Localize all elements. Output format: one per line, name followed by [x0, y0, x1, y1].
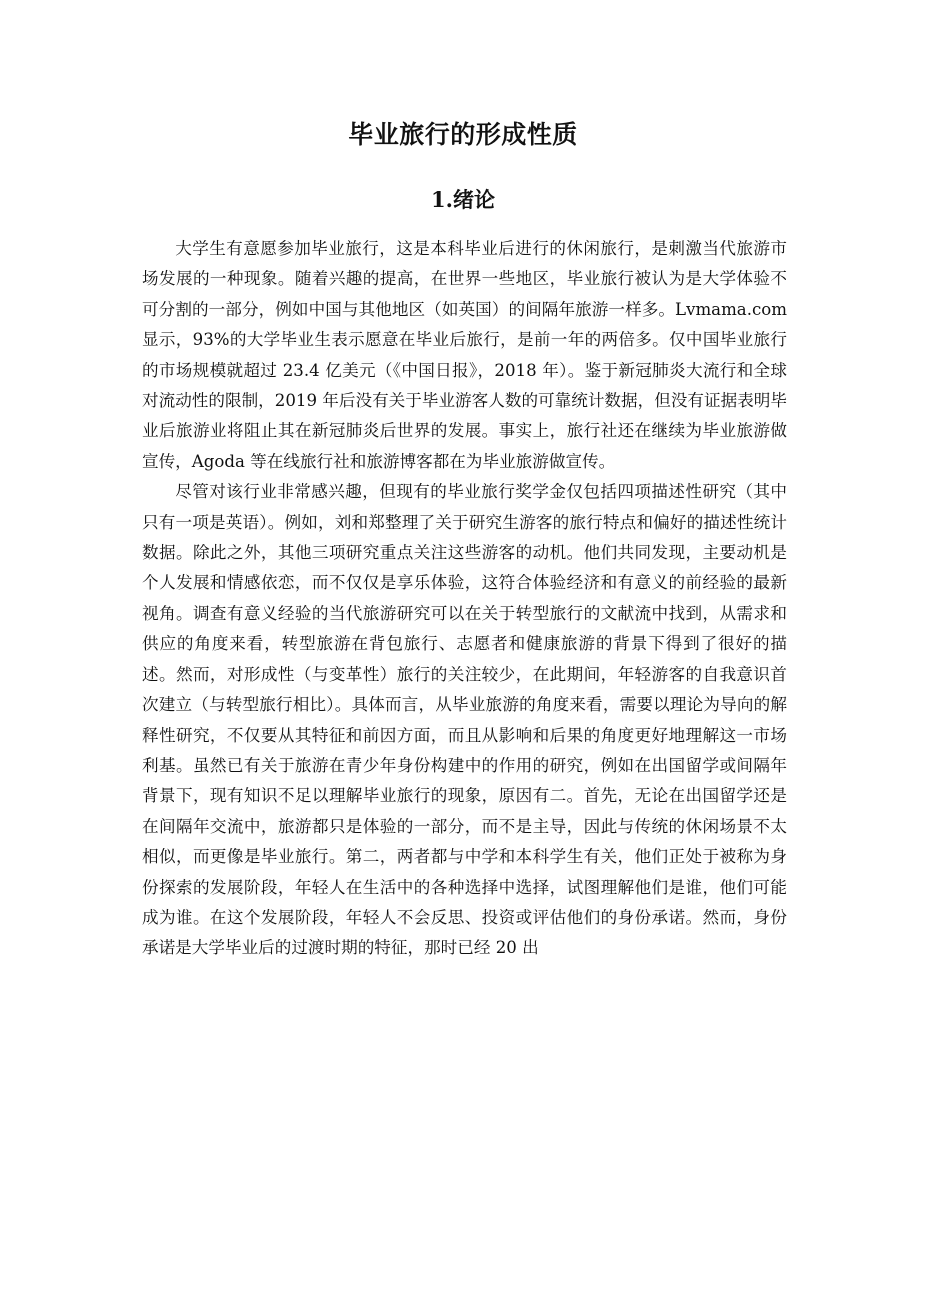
body-paragraph: 尽管对该行业非常感兴趣，但现有的毕业旅行奖学金仅包括四项描述性研究（其中只有一项是英语）。例如，刘和郑整理了关于研究生游客的旅行特点和偏好的描述性统计数据。除此之外，其他三项研究重点关注这些游客的动机。他们共同发现，主要动机是个人发展和情感依恋，而不仅仅是享乐体验，这符合体验经济和有意义的前经验的最新视角。调查有意义经验的当代旅游研究可以在关于转型旅行的文献流中找到，从需求和供应的角度来看，转型旅游在背包旅行、志愿者和健康旅游的背景下得到了很好的描述。然而，对形成性（与变革性）旅行的关注较少，在此期间，年轻游客的自我意识首次建立（与转型旅行相比）。具体而言，从毕业旅游的角度来看，需要以理论为导向的解释性研究，不仅要从其特征和前因方面，而且从影响和后果的角度更好地理解这一市场利基。虽然已有关于旅游在青少年身份构建中的作用的研究，例如在出国留学或间隔年背景下，现有知识不足以理解毕业旅行的现象，原因有二。首先，无论在出国留学还是在间隔年交流中，旅游都只是体验的一部分，而不是主导，因此与传统的休闲场景不太相似，而更像是毕业旅行。第二，两者都与中学和本科学生有关，他们正处于被称为身份探索的发展阶段，年轻人在生活中的各种选择中选择，试图理解他们是谁，他们可能成为谁。在这个发展阶段，年轻人不会反思、投资或评估他们的身份承诺。然而，身份承诺是大学毕业后的过渡时期的特征，那时已经 20 出: [142, 482, 787, 958]
document-body: [142, 234, 787, 964]
section-heading: 1.绪论: [431, 187, 495, 212]
body-paragraph: 大学生有意愿参加毕业旅行，这是本科毕业后进行的休闲旅行，是刺激当代旅游市场发展的一种现象。随着兴趣的提高，在世界一些地区，毕业旅行被认为是大学体验不可分割的一部分，例如中国与其他地区（如英国）的间隔年旅游一样多。Lvmama.com 显示，93%的大学毕业生表示愿意在毕业后旅行，是前一年的两倍多。仅中国毕业旅行的市场规模就超过 23.4 亿美元（《中国日报》，2018 年）。鉴于新冠肺炎大流行和全球对流动性的限制，2019 年后没有关于毕业游客人数的可靠统计数据，但没有证据表明毕业后旅游业将阻止其在新冠肺炎后世界的发展。事实上，旅行社还在继续为毕业旅游做宣传，Agoda 等在线旅行社和旅游博客都在为毕业旅游做宣传。: [142, 239, 787, 471]
document-title: 毕业旅行的形成性质: [348, 120, 578, 149]
